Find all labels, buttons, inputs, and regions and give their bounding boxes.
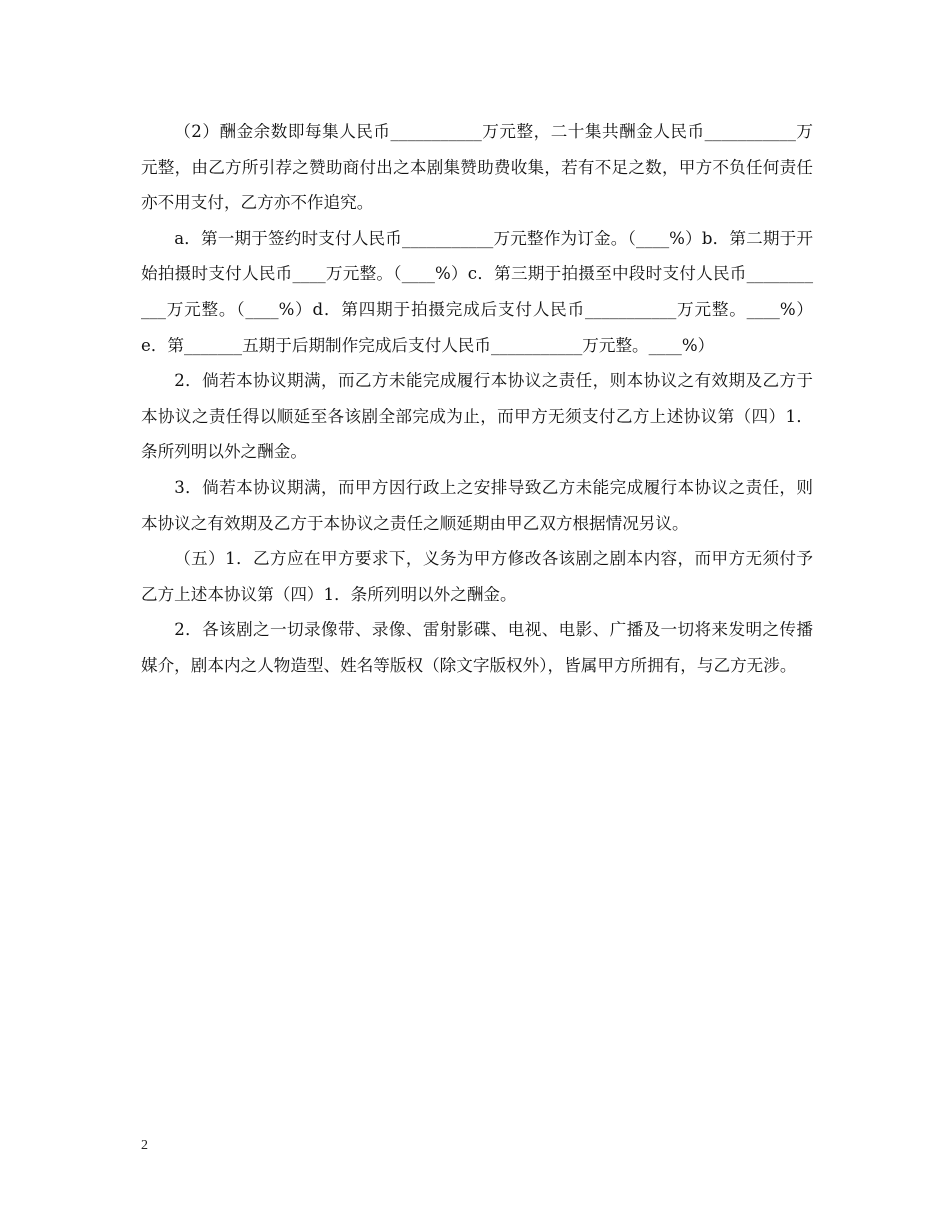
paragraph-clause-2-extension: 2．倘若本协议期满，而乙方未能完成履行本协议之责任，则本协议之有效期及乙方于本协议之责任得以顺延至各该剧全部完成为止，而甲方无须支付乙方上述协议第（四）1．条所列明以外之酬金。: [141, 371, 813, 462]
page-number: 2: [141, 1138, 148, 1153]
paragraph-remuneration-balance: （2）酬金余数即每集人民币___________万元整，二十集共酬金人民币___________万元整，由乙方所引荐之赞助商付出之本剧集赞助费收集，若有不足之数，甲方不负任何责任亦不用支付，乙方亦不作追究。: [141, 122, 813, 213]
paragraph-clause-3-postponement: 3．倘若本协议期满，而甲方因行政上之安排导致乙方未能完成履行本协议之责任，则本协议之有效期及乙方于本协议之责任之顺延期由甲乙双方根据情况另议。: [141, 477, 813, 533]
paragraph-payment-schedule: a．第一期于签约时支付人民币___________万元整作为订金。（____%）b．第二期于开始拍摄时支付人民币____万元整。（____%）c．第三期于拍摄至中段时支付人民币___________万元整。（____%）d．第四期于拍摄完成后支付人民币___________万元整。____%）e．第_______五期于后期制作完成后支付人民币___________万元整。____%）: [141, 228, 813, 355]
paragraph-section-5-clause-2: 2．各该剧之一切录像带、录像、雷射影碟、电视、电影、广播及一切将来发明之传播媒介，剧本内之人物造型、姓名等版权（除文字版权外），皆属甲方所拥有，与乙方无涉。: [141, 620, 813, 675]
document-body: [141, 114, 813, 684]
paragraph-section-5-clause-1: （五）1．乙方应在甲方要求下，义务为甲方修改各该剧之剧本内容，而甲方无须付予乙方上述本协议第（四）1．条所列明以外之酬金。: [141, 549, 813, 604]
